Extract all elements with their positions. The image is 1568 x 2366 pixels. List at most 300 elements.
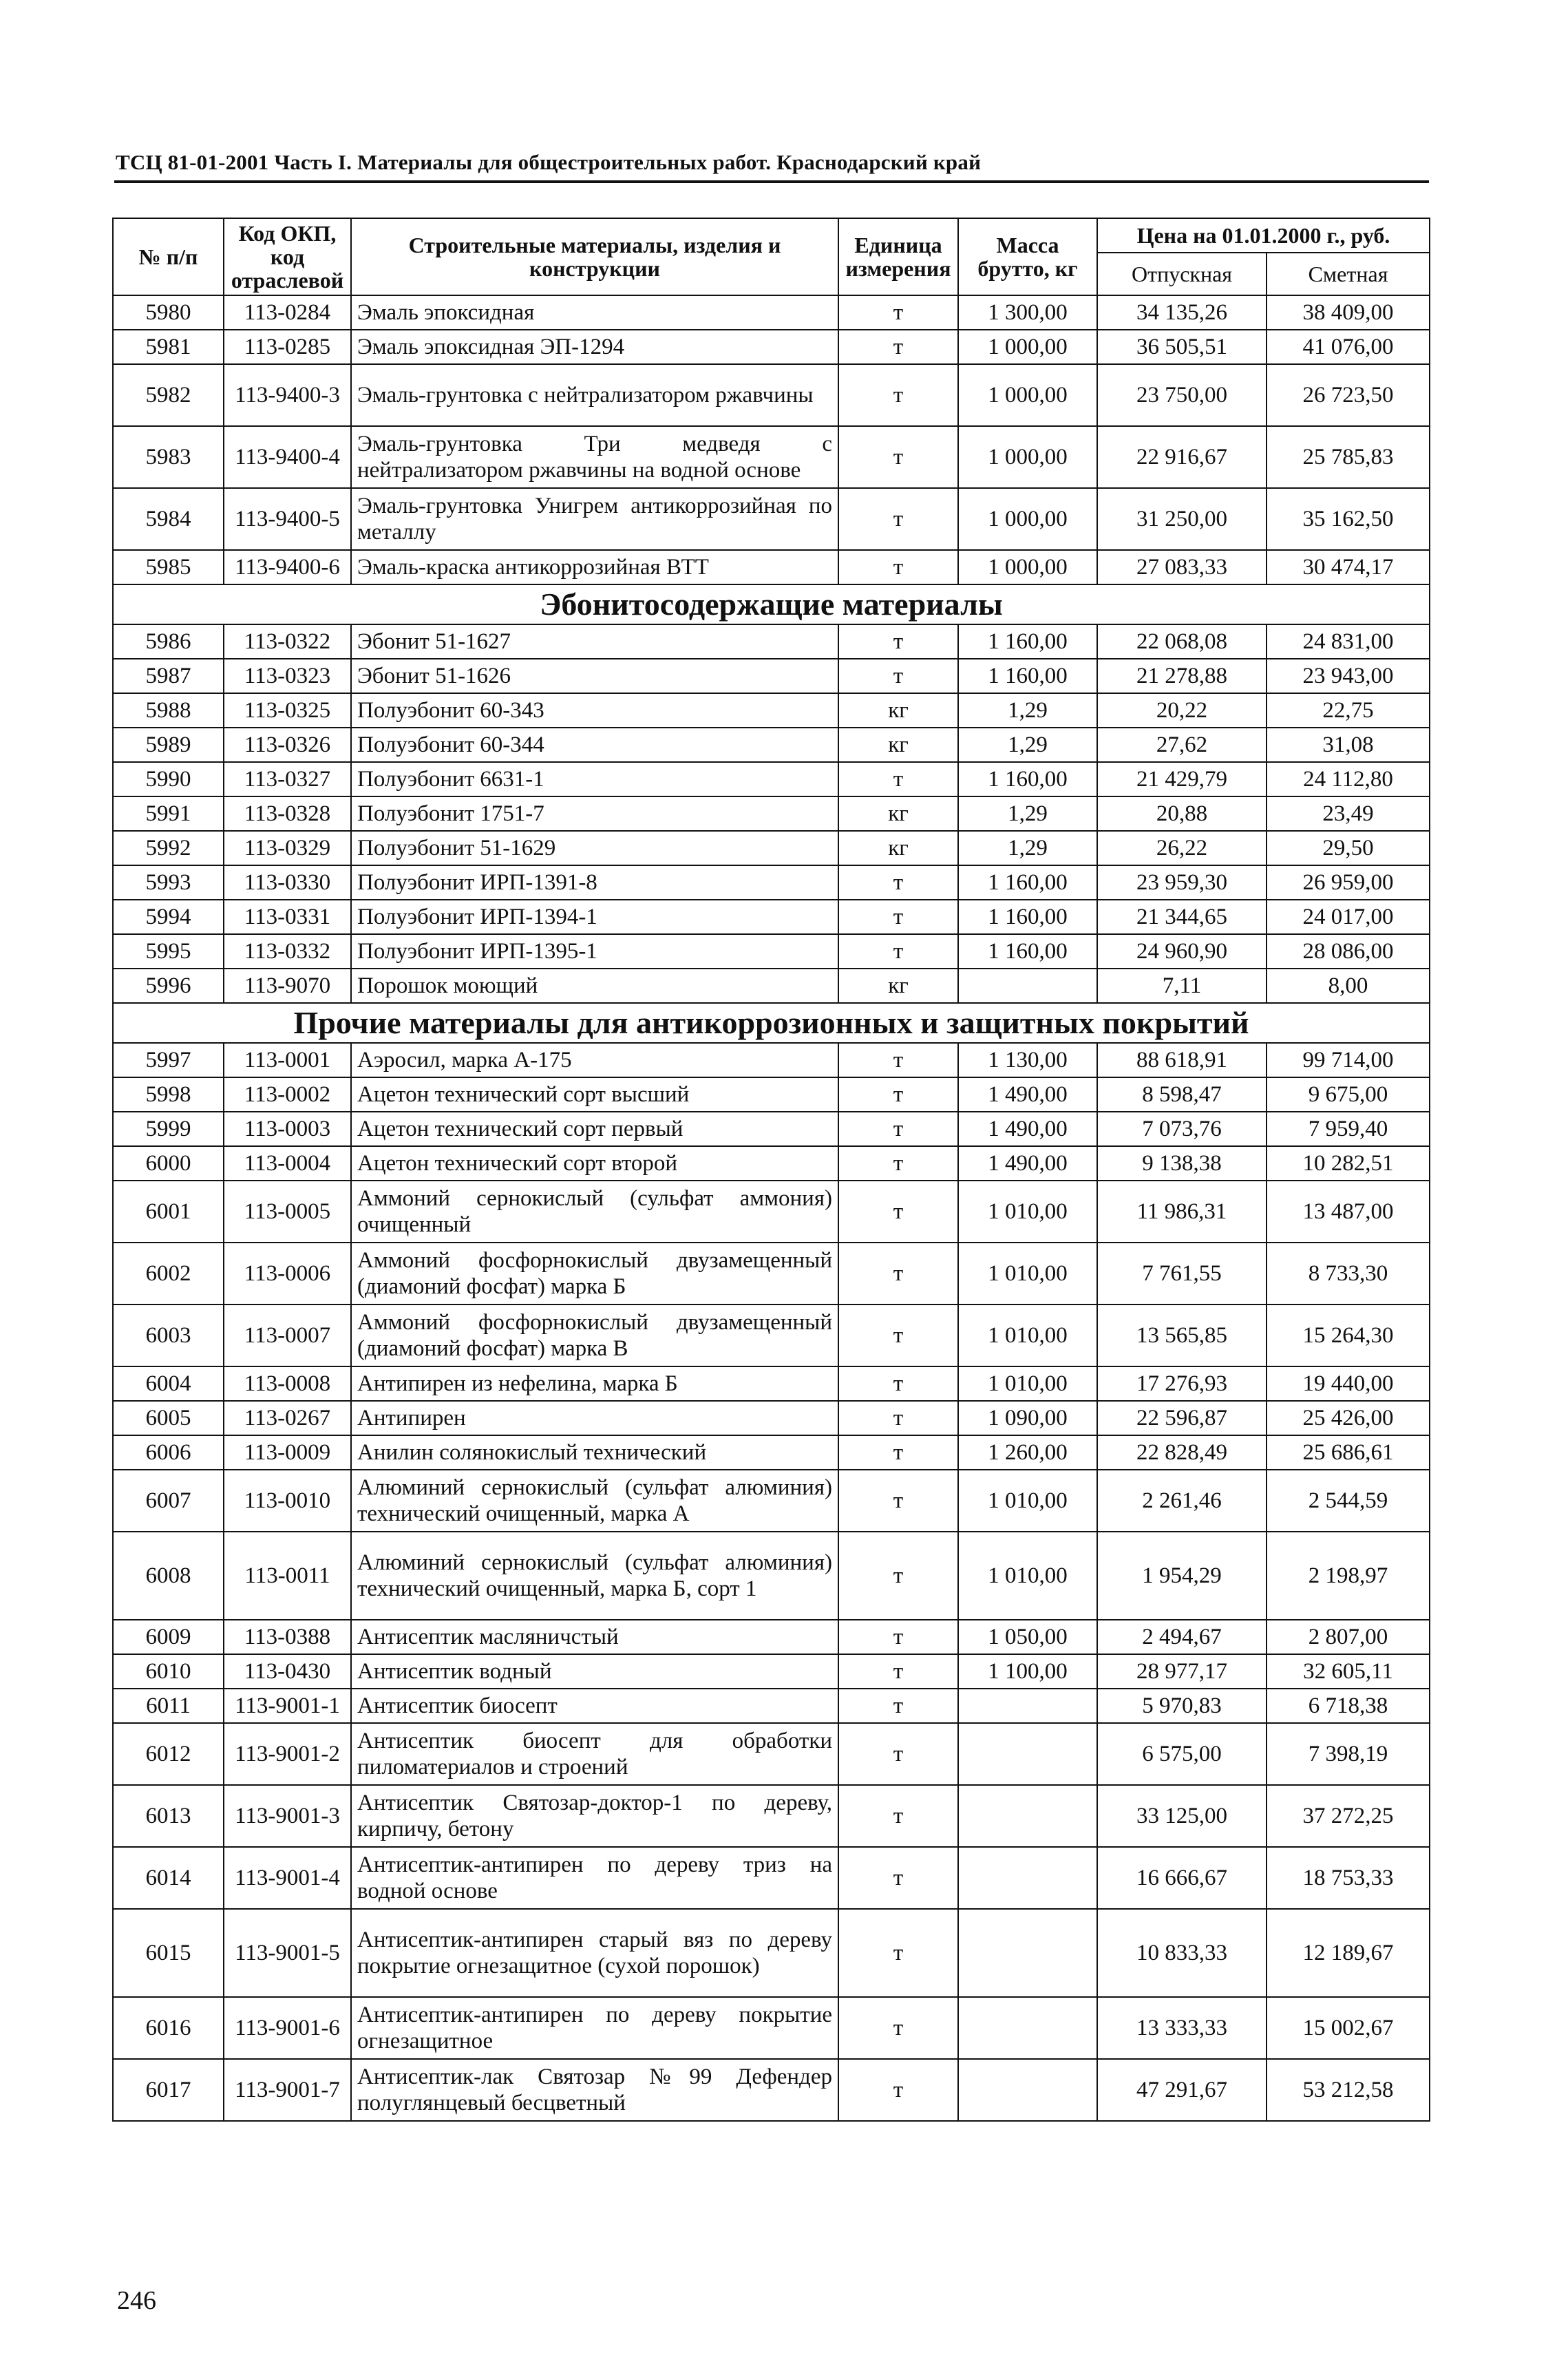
section-heading: Эбонитосодержащие материалы — [113, 584, 1430, 624]
cell-release-price: 11 986,31 — [1097, 1181, 1267, 1243]
cell-code: 113-9001-4 — [224, 1847, 351, 1909]
cell-name: Полуэбонит ИРП-1391-8 — [351, 865, 838, 900]
cell-number: 6000 — [113, 1146, 224, 1181]
cell-release-price: 27 083,33 — [1097, 550, 1267, 584]
cell-unit: т — [838, 2059, 958, 2121]
cell-unit: т — [838, 1689, 958, 1723]
cell-estimate-price: 41 076,00 — [1267, 330, 1430, 364]
cell-name: Антисептик-антипирен старый вяз по дереву покрытие огнезащитное (сухой порошок) — [351, 1909, 838, 1997]
cell-number: 6014 — [113, 1847, 224, 1909]
cell-number: 5980 — [113, 295, 224, 330]
cell-code: 113-0001 — [224, 1043, 351, 1077]
cell-unit: т — [838, 488, 958, 550]
table-row — [113, 488, 1430, 550]
cell-unit: т — [838, 1532, 958, 1620]
cell-release-price: 21 429,79 — [1097, 762, 1267, 796]
cell-estimate-price: 24 831,00 — [1267, 624, 1430, 659]
table-header — [113, 218, 1430, 295]
cell-mass — [958, 1689, 1097, 1723]
cell-number: 5998 — [113, 1077, 224, 1112]
cell-release-price: 47 291,67 — [1097, 2059, 1267, 2121]
cell-unit: т — [838, 1305, 958, 1366]
cell-name: Антисептик биосепт для обработки пиломатериалов и строений — [351, 1723, 838, 1785]
cell-release-price: 6 575,00 — [1097, 1723, 1267, 1785]
cell-name: Полуэбонит ИРП-1395-1 — [351, 934, 838, 969]
table-row — [113, 659, 1430, 693]
cell-estimate-price: 28 086,00 — [1267, 934, 1430, 969]
table-row — [113, 1654, 1430, 1689]
cell-mass — [958, 2059, 1097, 2121]
cell-code: 113-9001-5 — [224, 1909, 351, 1997]
cell-unit: т — [838, 624, 958, 659]
cell-code: 113-9400-6 — [224, 550, 351, 584]
cell-release-price: 8 598,47 — [1097, 1077, 1267, 1112]
cell-mass: 1 090,00 — [958, 1401, 1097, 1435]
cell-unit: т — [838, 364, 958, 426]
cell-number: 6013 — [113, 1785, 224, 1847]
section-heading-row — [113, 1003, 1430, 1043]
cell-mass: 1,29 — [958, 796, 1097, 831]
cell-number: 5999 — [113, 1112, 224, 1146]
cell-code: 113-9001-1 — [224, 1689, 351, 1723]
col-num-header: № п/п — [113, 218, 224, 295]
cell-mass — [958, 1723, 1097, 1785]
cell-code: 113-0325 — [224, 693, 351, 728]
col-estimate-header: Сметная — [1267, 253, 1430, 295]
cell-code: 113-9001-7 — [224, 2059, 351, 2121]
cell-estimate-price: 35 162,50 — [1267, 488, 1430, 550]
cell-mass: 1 490,00 — [958, 1112, 1097, 1146]
cell-name: Полуэбонит 1751-7 — [351, 796, 838, 831]
cell-code: 113-0008 — [224, 1366, 351, 1401]
cell-estimate-price: 25 686,61 — [1267, 1435, 1430, 1470]
table-row — [113, 796, 1430, 831]
cell-name: Полуэбонит 60-344 — [351, 728, 838, 762]
cell-release-price: 7,11 — [1097, 969, 1267, 1003]
cell-mass: 1,29 — [958, 728, 1097, 762]
cell-name: Антисептик масляничстый — [351, 1620, 838, 1654]
cell-estimate-price: 2 807,00 — [1267, 1620, 1430, 1654]
cell-code: 113-0006 — [224, 1243, 351, 1305]
cell-unit: т — [838, 1997, 958, 2059]
table-row — [113, 1620, 1430, 1654]
table-row — [113, 762, 1430, 796]
page-number: 246 — [117, 2286, 156, 2315]
cell-unit: т — [838, 1654, 958, 1689]
cell-estimate-price: 18 753,33 — [1267, 1847, 1430, 1909]
cell-mass: 1 000,00 — [958, 550, 1097, 584]
cell-estimate-price: 7 959,40 — [1267, 1112, 1430, 1146]
cell-name: Антисептик биосепт — [351, 1689, 838, 1723]
cell-code: 113-9400-4 — [224, 426, 351, 488]
cell-estimate-price: 19 440,00 — [1267, 1366, 1430, 1401]
cell-name: Полуэбонит 6631-1 — [351, 762, 838, 796]
cell-release-price: 27,62 — [1097, 728, 1267, 762]
table-row — [113, 330, 1430, 364]
cell-mass: 1 010,00 — [958, 1532, 1097, 1620]
table-row — [113, 1997, 1430, 2059]
cell-mass — [958, 1997, 1097, 2059]
cell-number: 5997 — [113, 1043, 224, 1077]
cell-name: Аммоний сернокислый (сульфат аммония) очищенный — [351, 1181, 838, 1243]
table-row — [113, 1847, 1430, 1909]
cell-release-price: 21 278,88 — [1097, 659, 1267, 693]
cell-code: 113-0004 — [224, 1146, 351, 1181]
cell-unit: т — [838, 1785, 958, 1847]
cell-release-price: 36 505,51 — [1097, 330, 1267, 364]
cell-code: 113-9001-3 — [224, 1785, 351, 1847]
cell-estimate-price: 9 675,00 — [1267, 1077, 1430, 1112]
cell-mass: 1 100,00 — [958, 1654, 1097, 1689]
cell-code: 113-0388 — [224, 1620, 351, 1654]
table-row — [113, 295, 1430, 330]
cell-mass — [958, 1847, 1097, 1909]
cell-number: 6015 — [113, 1909, 224, 1997]
cell-number: 5987 — [113, 659, 224, 693]
cell-estimate-price: 32 605,11 — [1267, 1654, 1430, 1689]
cell-name: Антисептик-лак Святозар №99 Дефендер полуглянцевый бесцветный — [351, 2059, 838, 2121]
cell-code: 113-9001-2 — [224, 1723, 351, 1785]
cell-release-price: 2 261,46 — [1097, 1470, 1267, 1532]
cell-unit: т — [838, 1470, 958, 1532]
cell-number: 5982 — [113, 364, 224, 426]
table-row — [113, 1077, 1430, 1112]
cell-release-price: 31 250,00 — [1097, 488, 1267, 550]
cell-number: 6010 — [113, 1654, 224, 1689]
cell-estimate-price: 2 198,97 — [1267, 1532, 1430, 1620]
cell-code: 113-0005 — [224, 1181, 351, 1243]
cell-code: 113-9400-5 — [224, 488, 351, 550]
table-row — [113, 1785, 1430, 1847]
cell-estimate-price: 25 426,00 — [1267, 1401, 1430, 1435]
cell-release-price: 7 073,76 — [1097, 1112, 1267, 1146]
cell-mass: 1 010,00 — [958, 1470, 1097, 1532]
cell-mass — [958, 969, 1097, 1003]
col-code-header: Код ОКП, код отраслевой — [224, 218, 351, 295]
cell-name: Порошок моющий — [351, 969, 838, 1003]
table-body — [113, 295, 1430, 2121]
cell-name: Антисептик-антипирен по дереву покрытие огнезащитное — [351, 1997, 838, 2059]
cell-name: Эмаль эпоксидная — [351, 295, 838, 330]
table-row — [113, 1043, 1430, 1077]
cell-mass — [958, 1909, 1097, 1997]
cell-mass: 1,29 — [958, 831, 1097, 865]
cell-estimate-price: 15 264,30 — [1267, 1305, 1430, 1366]
table-row — [113, 2059, 1430, 2121]
cell-mass: 1 000,00 — [958, 426, 1097, 488]
cell-number: 5994 — [113, 900, 224, 934]
cell-code: 113-0326 — [224, 728, 351, 762]
table-row — [113, 1723, 1430, 1785]
table-row — [113, 693, 1430, 728]
cell-estimate-price: 99 714,00 — [1267, 1043, 1430, 1077]
cell-name: Эмаль-грунтовка Унигрем антикоррозийная по металлу — [351, 488, 838, 550]
cell-number: 5990 — [113, 762, 224, 796]
cell-mass: 1 160,00 — [958, 659, 1097, 693]
cell-number: 5983 — [113, 426, 224, 488]
col-mass-header: Масса брутто, кг — [958, 218, 1097, 295]
cell-number: 6008 — [113, 1532, 224, 1620]
cell-mass: 1 490,00 — [958, 1077, 1097, 1112]
cell-estimate-price: 22,75 — [1267, 693, 1430, 728]
table-row — [113, 1146, 1430, 1181]
cell-release-price: 24 960,90 — [1097, 934, 1267, 969]
cell-unit: кг — [838, 693, 958, 728]
cell-name: Антисептик-антипирен по дереву триз на водной основе — [351, 1847, 838, 1909]
cell-estimate-price: 24 017,00 — [1267, 900, 1430, 934]
cell-mass: 1 010,00 — [958, 1181, 1097, 1243]
col-release-header: Отпускная — [1097, 253, 1267, 295]
cell-estimate-price: 23,49 — [1267, 796, 1430, 831]
cell-number: 6016 — [113, 1997, 224, 2059]
cell-release-price: 1 954,29 — [1097, 1532, 1267, 1620]
cell-number: 5993 — [113, 865, 224, 900]
cell-number: 5984 — [113, 488, 224, 550]
cell-release-price: 5 970,83 — [1097, 1689, 1267, 1723]
cell-code: 113-0285 — [224, 330, 351, 364]
cell-number: 5988 — [113, 693, 224, 728]
table-row — [113, 1909, 1430, 1997]
cell-code: 113-0003 — [224, 1112, 351, 1146]
cell-code: 113-0267 — [224, 1401, 351, 1435]
cell-name: Полуэбонит 51-1629 — [351, 831, 838, 865]
materials-table — [112, 218, 1430, 2122]
cell-name: Аэросил, марка А-175 — [351, 1043, 838, 1077]
cell-number: 5986 — [113, 624, 224, 659]
cell-release-price: 2 494,67 — [1097, 1620, 1267, 1654]
cell-unit: т — [838, 1723, 958, 1785]
cell-unit: т — [838, 1112, 958, 1146]
cell-number: 6012 — [113, 1723, 224, 1785]
cell-mass: 1 000,00 — [958, 330, 1097, 364]
cell-number: 6007 — [113, 1470, 224, 1532]
cell-release-price: 28 977,17 — [1097, 1654, 1267, 1689]
cell-code: 113-0323 — [224, 659, 351, 693]
cell-release-price: 17 276,93 — [1097, 1366, 1267, 1401]
cell-name: Аммоний фосфорнокислый двузамещенный (диамоний фосфат) марка В — [351, 1305, 838, 1366]
cell-release-price: 22 068,08 — [1097, 624, 1267, 659]
cell-number: 5992 — [113, 831, 224, 865]
cell-code: 113-0010 — [224, 1470, 351, 1532]
table-row — [113, 831, 1430, 865]
table-row — [113, 364, 1430, 426]
cell-code: 113-0330 — [224, 865, 351, 900]
cell-code: 113-0331 — [224, 900, 351, 934]
cell-unit: т — [838, 900, 958, 934]
table-row — [113, 1112, 1430, 1146]
cell-release-price: 13 333,33 — [1097, 1997, 1267, 2059]
cell-code: 113-0011 — [224, 1532, 351, 1620]
cell-code: 113-0332 — [224, 934, 351, 969]
col-unit-header: Единица измерения — [838, 218, 958, 295]
section-heading: Прочие материалы для антикоррозионных и защитных покрытий — [113, 1003, 1430, 1043]
cell-number: 5996 — [113, 969, 224, 1003]
cell-unit: т — [838, 1847, 958, 1909]
cell-mass: 1 000,00 — [958, 364, 1097, 426]
table-row — [113, 624, 1430, 659]
cell-unit: т — [838, 295, 958, 330]
cell-number: 5981 — [113, 330, 224, 364]
cell-estimate-price: 7 398,19 — [1267, 1723, 1430, 1785]
cell-number: 6002 — [113, 1243, 224, 1305]
cell-unit: т — [838, 762, 958, 796]
cell-unit: т — [838, 1620, 958, 1654]
cell-code: 113-0002 — [224, 1077, 351, 1112]
table-row — [113, 900, 1430, 934]
cell-estimate-price: 23 943,00 — [1267, 659, 1430, 693]
cell-number: 6011 — [113, 1689, 224, 1723]
cell-estimate-price: 24 112,80 — [1267, 762, 1430, 796]
cell-unit: т — [838, 330, 958, 364]
table-row — [113, 934, 1430, 969]
cell-number: 6004 — [113, 1366, 224, 1401]
table-row — [113, 1243, 1430, 1305]
cell-unit: кг — [838, 831, 958, 865]
cell-name: Эмаль эпоксидная ЭП-1294 — [351, 330, 838, 364]
cell-name: Эбонит 51-1626 — [351, 659, 838, 693]
cell-name: Ацетон технический сорт второй — [351, 1146, 838, 1181]
cell-release-price: 10 833,33 — [1097, 1909, 1267, 1997]
cell-code: 113-0322 — [224, 624, 351, 659]
cell-mass: 1 010,00 — [958, 1305, 1097, 1366]
cell-mass: 1 160,00 — [958, 900, 1097, 934]
cell-mass: 1 050,00 — [958, 1620, 1097, 1654]
cell-mass: 1 010,00 — [958, 1366, 1097, 1401]
cell-estimate-price: 25 785,83 — [1267, 426, 1430, 488]
cell-code: 113-9001-6 — [224, 1997, 351, 2059]
cell-mass: 1 490,00 — [958, 1146, 1097, 1181]
cell-release-price: 22 828,49 — [1097, 1435, 1267, 1470]
cell-mass: 1 160,00 — [958, 934, 1097, 969]
cell-estimate-price: 12 189,67 — [1267, 1909, 1430, 1997]
cell-mass: 1 160,00 — [958, 624, 1097, 659]
table-row — [113, 426, 1430, 488]
cell-unit: т — [838, 1366, 958, 1401]
cell-unit: т — [838, 865, 958, 900]
cell-name: Эмаль-краска антикоррозийная ВТТ — [351, 550, 838, 584]
cell-estimate-price: 38 409,00 — [1267, 295, 1430, 330]
section-heading-row — [113, 584, 1430, 624]
page-header: ТСЦ 81-01-2001 Часть I. Материалы для общестроительных работ. Краснодарский край — [116, 150, 982, 174]
cell-release-price: 7 761,55 — [1097, 1243, 1267, 1305]
table-row — [113, 1181, 1430, 1243]
cell-release-price: 20,88 — [1097, 796, 1267, 831]
table-row — [113, 969, 1430, 1003]
cell-estimate-price: 26 723,50 — [1267, 364, 1430, 426]
cell-name: Антисептик водный — [351, 1654, 838, 1689]
cell-release-price: 88 618,91 — [1097, 1043, 1267, 1077]
cell-unit: т — [838, 1909, 958, 1997]
cell-estimate-price: 2 544,59 — [1267, 1470, 1430, 1532]
cell-name: Алюминий сернокислый (сульфат алюминия) технический очищенный, марка А — [351, 1470, 838, 1532]
cell-name: Алюминий сернокислый (сульфат алюминия) технический очищенный, марка Б, сорт 1 — [351, 1532, 838, 1620]
cell-unit: т — [838, 550, 958, 584]
cell-code: 113-9400-3 — [224, 364, 351, 426]
cell-code: 113-0284 — [224, 295, 351, 330]
cell-unit: т — [838, 1181, 958, 1243]
cell-estimate-price: 37 272,25 — [1267, 1785, 1430, 1847]
cell-mass — [958, 1785, 1097, 1847]
cell-name: Анилин солянокислый технический — [351, 1435, 838, 1470]
table-row — [113, 1435, 1430, 1470]
table-row — [113, 1689, 1430, 1723]
cell-unit: т — [838, 934, 958, 969]
cell-estimate-price: 13 487,00 — [1267, 1181, 1430, 1243]
table-row — [113, 550, 1430, 584]
cell-mass: 1 160,00 — [958, 865, 1097, 900]
cell-unit: т — [838, 1243, 958, 1305]
cell-release-price: 22 916,67 — [1097, 426, 1267, 488]
col-price-header: Цена на 01.01.2000 г., руб. — [1097, 218, 1430, 253]
cell-code: 113-9070 — [224, 969, 351, 1003]
cell-name: Ацетон технический сорт высший — [351, 1077, 838, 1112]
cell-code: 113-0328 — [224, 796, 351, 831]
cell-code: 113-0329 — [224, 831, 351, 865]
cell-release-price: 21 344,65 — [1097, 900, 1267, 934]
cell-unit: т — [838, 1401, 958, 1435]
cell-name: Ацетон технический сорт первый — [351, 1112, 838, 1146]
cell-release-price: 23 750,00 — [1097, 364, 1267, 426]
cell-unit: кг — [838, 728, 958, 762]
cell-estimate-price: 31,08 — [1267, 728, 1430, 762]
cell-number: 6009 — [113, 1620, 224, 1654]
col-name-header: Строительные материалы, изделия и конструкции — [351, 218, 838, 295]
cell-unit: т — [838, 1043, 958, 1077]
cell-mass: 1 000,00 — [958, 488, 1097, 550]
cell-release-price: 16 666,67 — [1097, 1847, 1267, 1909]
table-row — [113, 1470, 1430, 1532]
cell-unit: кг — [838, 969, 958, 1003]
table-row — [113, 1532, 1430, 1620]
cell-mass: 1 300,00 — [958, 295, 1097, 330]
cell-release-price: 20,22 — [1097, 693, 1267, 728]
cell-number: 5985 — [113, 550, 224, 584]
table-row — [113, 1305, 1430, 1366]
cell-number: 6017 — [113, 2059, 224, 2121]
cell-estimate-price: 8 733,30 — [1267, 1243, 1430, 1305]
cell-mass: 1,29 — [958, 693, 1097, 728]
cell-release-price: 33 125,00 — [1097, 1785, 1267, 1847]
cell-number: 6006 — [113, 1435, 224, 1470]
cell-unit: т — [838, 659, 958, 693]
cell-release-price: 22 596,87 — [1097, 1401, 1267, 1435]
cell-release-price: 34 135,26 — [1097, 295, 1267, 330]
cell-unit: кг — [838, 796, 958, 831]
cell-release-price: 9 138,38 — [1097, 1146, 1267, 1181]
cell-estimate-price: 29,50 — [1267, 831, 1430, 865]
table-row — [113, 865, 1430, 900]
cell-number: 5991 — [113, 796, 224, 831]
cell-code: 113-0007 — [224, 1305, 351, 1366]
cell-release-price: 23 959,30 — [1097, 865, 1267, 900]
cell-code: 113-0009 — [224, 1435, 351, 1470]
table-row — [113, 1401, 1430, 1435]
cell-mass: 1 130,00 — [958, 1043, 1097, 1077]
cell-name: Полуэбонит 60-343 — [351, 693, 838, 728]
header-rule — [114, 180, 1429, 183]
cell-name: Аммоний фосфорнокислый двузамещенный (диамоний фосфат) марка Б — [351, 1243, 838, 1305]
cell-estimate-price: 8,00 — [1267, 969, 1430, 1003]
cell-estimate-price: 6 718,38 — [1267, 1689, 1430, 1723]
cell-name: Полуэбонит ИРП-1394-1 — [351, 900, 838, 934]
cell-estimate-price: 10 282,51 — [1267, 1146, 1430, 1181]
cell-estimate-price: 15 002,67 — [1267, 1997, 1430, 2059]
cell-estimate-price: 53 212,58 — [1267, 2059, 1430, 2121]
cell-code: 113-0430 — [224, 1654, 351, 1689]
cell-mass: 1 010,00 — [958, 1243, 1097, 1305]
cell-mass: 1 260,00 — [958, 1435, 1097, 1470]
cell-name: Антипирен — [351, 1401, 838, 1435]
